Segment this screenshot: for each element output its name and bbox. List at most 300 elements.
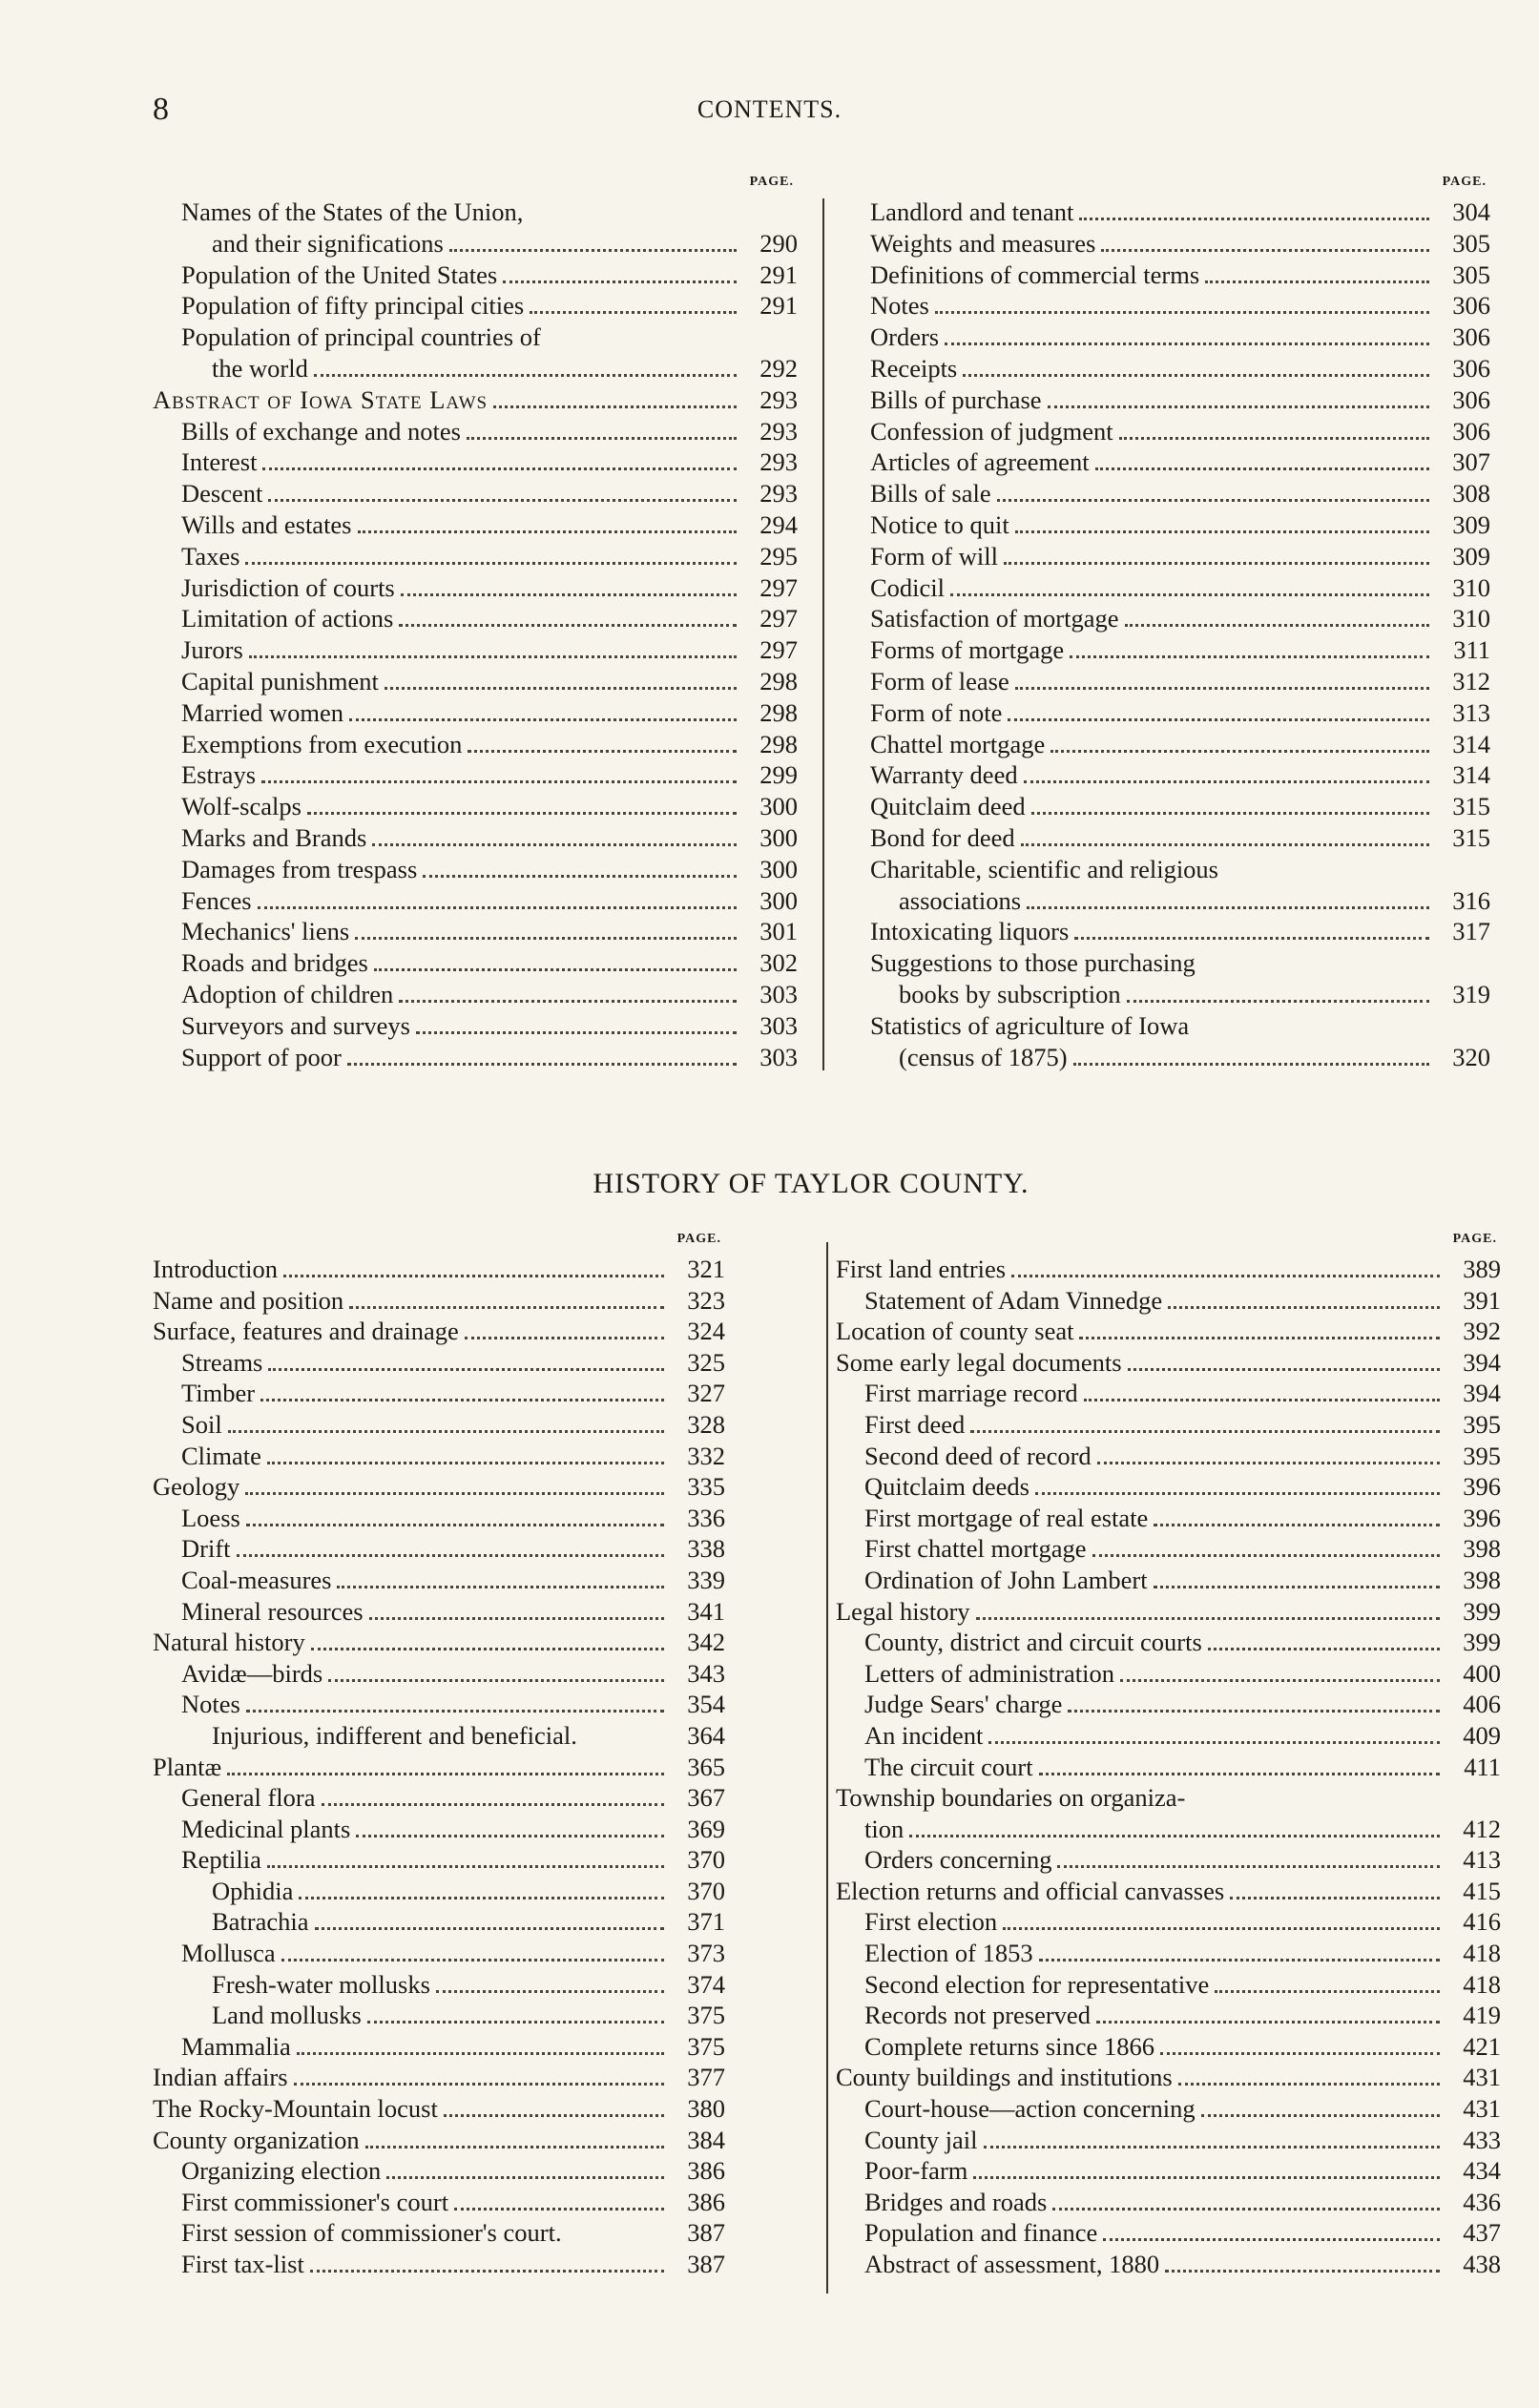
toc-entry-title: Married women (181, 697, 343, 727)
dot-leader (1154, 1524, 1440, 1526)
toc-entry-title: Marks and Brands (181, 822, 367, 852)
dot-leader (1003, 1927, 1440, 1930)
toc-entry (836, 1533, 1501, 1565)
dot-leader (530, 311, 737, 314)
toc-entry-page: 314 (1452, 760, 1490, 790)
dot-leader (258, 906, 737, 909)
toc-entry-title: Orders (870, 322, 940, 352)
dot-leader (950, 593, 1429, 596)
toc-entry-title: Confession of judgment (870, 416, 1113, 446)
toc-entry-title: First commissioner's court (181, 2187, 449, 2216)
dot-leader (1039, 1773, 1440, 1775)
toc-entry-title: Estrays (181, 760, 257, 790)
toc-entry-title: Natural history (153, 1628, 305, 1657)
toc-entry (153, 197, 798, 228)
toc-entry (153, 759, 798, 791)
dot-leader (356, 1835, 664, 1837)
toc-entry-page: 394 (1463, 1379, 1501, 1408)
toc-entry (836, 2217, 1501, 2249)
toc-entry (836, 1316, 1501, 1347)
toc-entry-title: Quitclaim deed (870, 792, 1026, 821)
toc-entry (870, 634, 1490, 666)
dot-leader (372, 843, 737, 846)
toc-entry-title: Interest (181, 447, 258, 477)
toc-entry (870, 603, 1490, 634)
toc-entry-title: Notes (181, 1690, 240, 1719)
toc-entry-title: Coal-measures (181, 1565, 332, 1594)
dot-leader (1039, 1959, 1440, 1962)
toc-entry-title: the world (212, 353, 308, 383)
toc-entry (153, 2062, 725, 2093)
dot-leader (246, 1710, 664, 1713)
toc-entry-title: Names of the States of the Union, (181, 197, 524, 226)
toc-entry-page: 389 (1463, 1255, 1501, 1283)
toc-entry-page: 300 (759, 885, 798, 915)
toc-entry-page: 303 (759, 1010, 798, 1040)
toc-entry (870, 822, 1490, 854)
dot-leader (1178, 2083, 1440, 2086)
toc-entry (153, 1627, 725, 1658)
toc-entry-page: 293 (759, 447, 798, 477)
toc-entry-page: 297 (759, 635, 798, 665)
dot-leader (267, 1462, 664, 1464)
dot-leader (1070, 655, 1429, 658)
toc-entry (836, 1285, 1501, 1317)
toc-entry (153, 1752, 725, 1783)
dot-leader (262, 467, 737, 470)
toc-entry-title: Population of the United States (181, 259, 498, 289)
toc-entry (836, 1503, 1501, 1534)
toc-entry (153, 1782, 725, 1814)
toc-entry (153, 916, 798, 947)
dot-leader (468, 750, 737, 753)
dot-leader (1015, 687, 1429, 690)
toc-entry-title: Court-house—action concerning (864, 2094, 1196, 2124)
dot-leader (1048, 405, 1429, 408)
toc-entry (153, 446, 798, 478)
toc-entry-page: 319 (1452, 979, 1490, 1008)
toc-entry-page: 386 (687, 2187, 725, 2216)
toc-entry-page: 367 (687, 1783, 725, 1813)
toc-entry-title: Statistics of agriculture of Iowa (870, 1010, 1190, 1040)
toc-entry (153, 1503, 725, 1534)
toc-entry (153, 416, 798, 447)
dot-leader (399, 624, 737, 627)
toc-entry-title: Jurors (181, 635, 243, 665)
dot-leader (1103, 2238, 1440, 2241)
toc-entry (836, 1689, 1501, 1720)
toc-entry-title: Surveyors and surveys (181, 1010, 410, 1040)
toc-entry-page: 294 (759, 509, 798, 539)
dot-leader (444, 2114, 664, 2117)
toc-entry (153, 1409, 725, 1441)
toc-entry-page: 411 (1464, 1752, 1501, 1781)
toc-entry-title: Intoxicating liquors (870, 917, 1070, 946)
toc-entry-page: 373 (687, 1939, 725, 1968)
toc-entry-page: 317 (1452, 917, 1490, 946)
toc-entry-page: 321 (687, 1255, 725, 1283)
dot-leader (1073, 1063, 1429, 1066)
dot-leader (1165, 2270, 1440, 2273)
dot-leader (299, 1897, 664, 1899)
dot-leader (328, 1679, 664, 1682)
dot-leader (311, 1648, 664, 1650)
toc-entry-title: The circuit court (864, 1752, 1033, 1781)
dot-leader (436, 1990, 664, 1993)
dot-leader (294, 2083, 664, 2086)
dot-leader (1092, 1554, 1440, 1557)
toc-entry (153, 854, 798, 885)
dot-leader (1101, 249, 1429, 252)
toc-entry-title: Notice to quit (870, 509, 1009, 539)
toc-entry-page: 303 (759, 979, 798, 1008)
toc-entry-title: The Rocky-Mountain locust (153, 2094, 438, 2124)
dot-leader (1011, 1275, 1440, 1277)
dot-leader (1079, 1337, 1440, 1339)
toc-entry-title: Streams (181, 1347, 263, 1377)
toc-entry-page: 437 (1463, 2218, 1501, 2248)
toc-entry (836, 1876, 1501, 1907)
toc-entry-page: 419 (1463, 2001, 1501, 2030)
toc-entry-page: 305 (1452, 228, 1490, 258)
dot-leader (337, 1586, 664, 1588)
toc-entry-page: 305 (1452, 259, 1490, 289)
dot-leader (935, 311, 1429, 314)
dot-leader (237, 1554, 664, 1557)
toc-entry-page: 418 (1463, 1969, 1501, 1999)
toc-entry-page: 313 (1452, 697, 1490, 727)
toc-entry-title: associations (899, 885, 1022, 915)
dot-leader (1215, 1990, 1440, 1993)
toc-entry-title: Weights and measures (870, 228, 1096, 258)
toc-entry-title: First mortgage of real estate (864, 1503, 1149, 1532)
column-divider-bottom (826, 1242, 828, 2294)
toc-entry-title: Notes (870, 291, 929, 321)
toc-entry-page: 341 (687, 1596, 725, 1626)
toc-entry-title: Population of principal countries of (181, 322, 541, 352)
toc-entry-title: Surface, features and drainage (153, 1317, 459, 1346)
toc-entry-page: 421 (1463, 2031, 1501, 2061)
toc-entry (870, 854, 1490, 885)
dot-leader (315, 1927, 664, 1930)
toc-entry (153, 353, 798, 384)
toc-entry-page: 291 (759, 291, 798, 321)
toc-entry-title: Suggestions to those purchasing (870, 948, 1196, 978)
toc-entry-title: Drift (181, 1534, 231, 1564)
toc-entry (153, 259, 798, 291)
toc-entry-page: 315 (1452, 822, 1490, 852)
dot-leader (1074, 937, 1429, 940)
toc-entry-title: County jail (864, 2125, 978, 2154)
toc-entry-title: Introduction (153, 1255, 278, 1283)
toc-entry-page: 299 (759, 760, 798, 790)
toc-entry-title: Descent (181, 479, 263, 509)
toc-entry (153, 634, 798, 666)
toc-entry-title: Some early legal documents (836, 1347, 1122, 1377)
toc-entry-page: 297 (759, 572, 798, 602)
dot-leader (1021, 843, 1429, 846)
toc-entry (153, 1316, 725, 1347)
toc-entry-page: 306 (1452, 291, 1490, 321)
toc-entry (153, 1254, 725, 1285)
toc-entry (836, 1938, 1501, 1969)
toc-entry (836, 2249, 1501, 2280)
toc-entry-page: 320 (1452, 1042, 1490, 1071)
toc-entry (153, 384, 798, 416)
section-title: HISTORY OF TAYLOR COUNTY. (593, 1168, 1029, 1199)
page-number: 8 (153, 92, 169, 127)
dot-leader (1119, 437, 1429, 440)
toc-entry-page: 300 (759, 822, 798, 852)
toc-entry-title: books by subscription (899, 979, 1121, 1008)
toc-entry-page: 314 (1452, 729, 1490, 758)
toc-entry-page: 438 (1463, 2250, 1501, 2278)
toc-entry-page: 396 (1463, 1472, 1501, 1502)
toc-entry-page: 312 (1452, 666, 1490, 695)
toc-entry-page: 303 (759, 1042, 798, 1071)
toc-entry-title: Support of poor (181, 1042, 342, 1071)
dot-leader (246, 1524, 664, 1526)
toc-entry-title: Fences (181, 885, 252, 915)
dot-leader (449, 249, 737, 252)
toc-entry-page: 306 (1452, 322, 1490, 352)
toc-entry-page: 374 (687, 1969, 725, 1999)
dot-leader (503, 280, 737, 283)
toc-entry (153, 2000, 725, 2031)
toc-entry-page: 387 (687, 2218, 725, 2248)
toc-entry-title: County, district and circuit courts (864, 1628, 1202, 1657)
toc-entry-page: 323 (687, 1285, 725, 1315)
toc-entry-title: County organization (153, 2125, 360, 2154)
dot-leader (349, 1306, 664, 1309)
toc-entry-page: 434 (1463, 2156, 1501, 2186)
dot-leader (401, 593, 737, 596)
toc-entry (836, 1814, 1501, 1845)
toc-entry-page: 412 (1463, 1814, 1501, 1843)
toc-entry-title: Form of note (870, 697, 1003, 727)
toc-entry-title: Legal history (836, 1596, 970, 1626)
toc-entry (870, 259, 1490, 291)
dot-leader (314, 374, 737, 377)
toc-entry-page: 335 (687, 1472, 725, 1502)
toc-entry-title: Indian affairs (153, 2063, 288, 2092)
toc-entry-page: 339 (687, 1565, 725, 1594)
toc-entry-title: Warranty deed (870, 760, 1018, 790)
toc-entry-page: 387 (687, 2250, 725, 2278)
toc-entry-title: and their significations (212, 228, 444, 258)
toc-entry-title: (census of 1875) (899, 1042, 1068, 1071)
toc-entry (870, 885, 1490, 917)
dot-leader (1084, 1399, 1440, 1401)
toc-entry-page: 370 (687, 1845, 725, 1875)
toc-entry (870, 572, 1490, 604)
toc-entry-title: Injurious, indifferent and beneficial. (212, 1720, 577, 1750)
dot-leader (963, 374, 1429, 377)
toc-entry-page: 295 (759, 541, 798, 571)
toc-entry-title: Charitable, scientific and religious (870, 854, 1218, 883)
toc-entry (153, 1596, 725, 1628)
column-divider-top (822, 198, 824, 1070)
toc-entry (836, 1720, 1501, 1752)
toc-entry-title: Township boundaries on organiza- (836, 1783, 1186, 1813)
toc-entry (153, 697, 798, 729)
dot-leader (322, 1803, 664, 1806)
toc-entry-title: Election returns and official canvasses (836, 1876, 1225, 1905)
toc-entry (836, 2093, 1501, 2125)
toc-entry (836, 1844, 1501, 1876)
toc-entry (153, 1565, 725, 1596)
dot-leader (261, 780, 737, 783)
dot-leader (249, 655, 737, 658)
toc-entry (836, 1471, 1501, 1503)
toc-entry-page: 364 (687, 1720, 725, 1750)
toc-entry (836, 1782, 1501, 1814)
toc-entry-page: 315 (1452, 792, 1490, 821)
toc-entry-page: 394 (1463, 1347, 1501, 1377)
toc-entry-title: Plantæ (153, 1752, 222, 1781)
toc-entry-title: Wills and estates (181, 509, 352, 539)
toc-entry-title: Mollusca (181, 1939, 276, 1968)
dot-leader (1095, 467, 1429, 470)
toc-entry (870, 228, 1490, 259)
toc-entry (836, 1409, 1501, 1441)
toc-entry-page: 365 (687, 1752, 725, 1781)
toc-entry (870, 541, 1490, 572)
dot-leader (465, 1337, 664, 1339)
toc-entry-page: 399 (1463, 1628, 1501, 1657)
toc-entry-title: County buildings and institutions (836, 2063, 1173, 2092)
toc-entry-title: Complete returns since 1866 (864, 2031, 1154, 2061)
toc-entry-page: 316 (1452, 885, 1490, 915)
toc-entry-title: Abstract of assessment, 1880 (864, 2250, 1160, 2278)
toc-entry (153, 1876, 725, 1907)
toc-entry (153, 1814, 725, 1845)
toc-entry-page: 418 (1463, 1939, 1501, 1968)
toc-entry-title: Satisfaction of mortgage (870, 604, 1119, 633)
dot-leader (355, 937, 737, 940)
dot-leader (228, 1430, 664, 1433)
dot-leader (1031, 812, 1429, 815)
dot-leader (1008, 718, 1429, 721)
toc-entry-page: 395 (1463, 1409, 1501, 1439)
toc-entry-page: 391 (1463, 1285, 1501, 1315)
dot-leader (297, 2052, 664, 2055)
dot-leader (945, 343, 1429, 345)
toc-entry (836, 2000, 1501, 2031)
toc-entry-title: General flora (181, 1783, 316, 1813)
dot-leader (365, 2146, 664, 2149)
dot-leader (245, 1492, 664, 1495)
toc-entry-page: 290 (759, 228, 798, 258)
toc-entry (836, 1565, 1501, 1596)
toc-entry-page: 306 (1452, 416, 1490, 446)
toc-entry-title: Soil (181, 1409, 222, 1439)
toc-entry-page: 431 (1463, 2094, 1501, 2124)
toc-entry-title: Articles of agreement (870, 447, 1090, 477)
toc-entry-page: 433 (1463, 2125, 1501, 2154)
toc-entry-title: Bridges and roads (864, 2187, 1048, 2216)
toc-entry-page: 377 (687, 2063, 725, 2092)
toc-entry-page: 380 (687, 2094, 725, 2124)
toc-entry (870, 353, 1490, 384)
dot-leader (1205, 280, 1429, 283)
dot-leader (1050, 750, 1429, 753)
toc-entry (836, 1627, 1501, 1658)
toc-entry-title: Bills of sale (870, 479, 991, 509)
dot-leader (1201, 2114, 1440, 2117)
dot-leader (1015, 530, 1429, 533)
dot-leader (358, 530, 738, 533)
toc-entry (836, 1378, 1501, 1409)
dot-leader (1079, 218, 1429, 220)
toc-entry-title: Location of county seat (836, 1317, 1074, 1346)
toc-entry (870, 446, 1490, 478)
toc-entry-title: Election of 1853 (864, 1939, 1033, 1968)
toc-entry-title: Second deed of record (864, 1441, 1092, 1470)
toc-entry (153, 1938, 725, 1969)
toc-entry-title: Form of will (870, 541, 998, 571)
toc-entry-page: 304 (1452, 197, 1490, 226)
toc-entry-title: Statement of Adam Vinnedge (864, 1285, 1163, 1315)
toc-entry-title: Form of lease (870, 666, 1009, 695)
toc-entry-title: First deed (864, 1409, 966, 1439)
toc-entry (153, 2031, 725, 2063)
toc-entry-title: Jurisdiction of courts (181, 572, 395, 602)
toc-entry-title: Roads and bridges (181, 948, 368, 978)
toc-entry-page: 386 (687, 2156, 725, 2186)
dot-leader (984, 2146, 1440, 2149)
toc-entry-page: 436 (1463, 2187, 1501, 2216)
toc-entry-title: Organizing election (181, 2156, 382, 2186)
toc-entry-title: Timber (181, 1379, 256, 1408)
dot-leader (1024, 780, 1429, 783)
toc-entry (870, 979, 1490, 1010)
toc-entry (153, 1658, 725, 1690)
toc-entry-title: Orders concerning (864, 1845, 1052, 1875)
dot-leader (369, 1617, 664, 1620)
toc-entry-title: First session of commissioner's court. (181, 2218, 562, 2248)
dot-leader (1052, 2208, 1440, 2211)
toc-entry (153, 1969, 725, 2001)
dot-leader (399, 1000, 737, 1003)
toc-entry (836, 1752, 1501, 1783)
toc-column-top-right (870, 174, 1490, 1072)
dot-leader (227, 1773, 664, 1775)
dot-leader (1125, 624, 1429, 627)
toc-entry (153, 2217, 725, 2249)
dot-leader (386, 2176, 664, 2179)
toc-entry (870, 478, 1490, 509)
toc-entry-page: 413 (1463, 1845, 1501, 1875)
dot-leader (988, 1741, 1440, 1744)
toc-entry-title: Abstract of Iowa State Laws (153, 384, 489, 414)
toc-entry-page: 371 (687, 1907, 725, 1937)
toc-entry (153, 478, 798, 509)
toc-entry (870, 509, 1490, 541)
toc-entry (836, 1441, 1501, 1472)
toc-entry-page: 300 (759, 854, 798, 883)
toc-entry (870, 729, 1490, 760)
toc-entry-page: 400 (1463, 1658, 1501, 1688)
toc-entry-page: 298 (759, 666, 798, 695)
toc-entry-title: Landlord and tenant (870, 197, 1074, 226)
toc-entry (836, 1347, 1501, 1379)
dot-leader (281, 1959, 664, 1962)
toc-column-bottom-right (836, 1231, 1501, 2280)
toc-entry-page: 293 (759, 479, 798, 509)
toc-entry-page: 308 (1452, 479, 1490, 509)
toc-entry-title: Records not preserved (864, 2001, 1091, 2030)
